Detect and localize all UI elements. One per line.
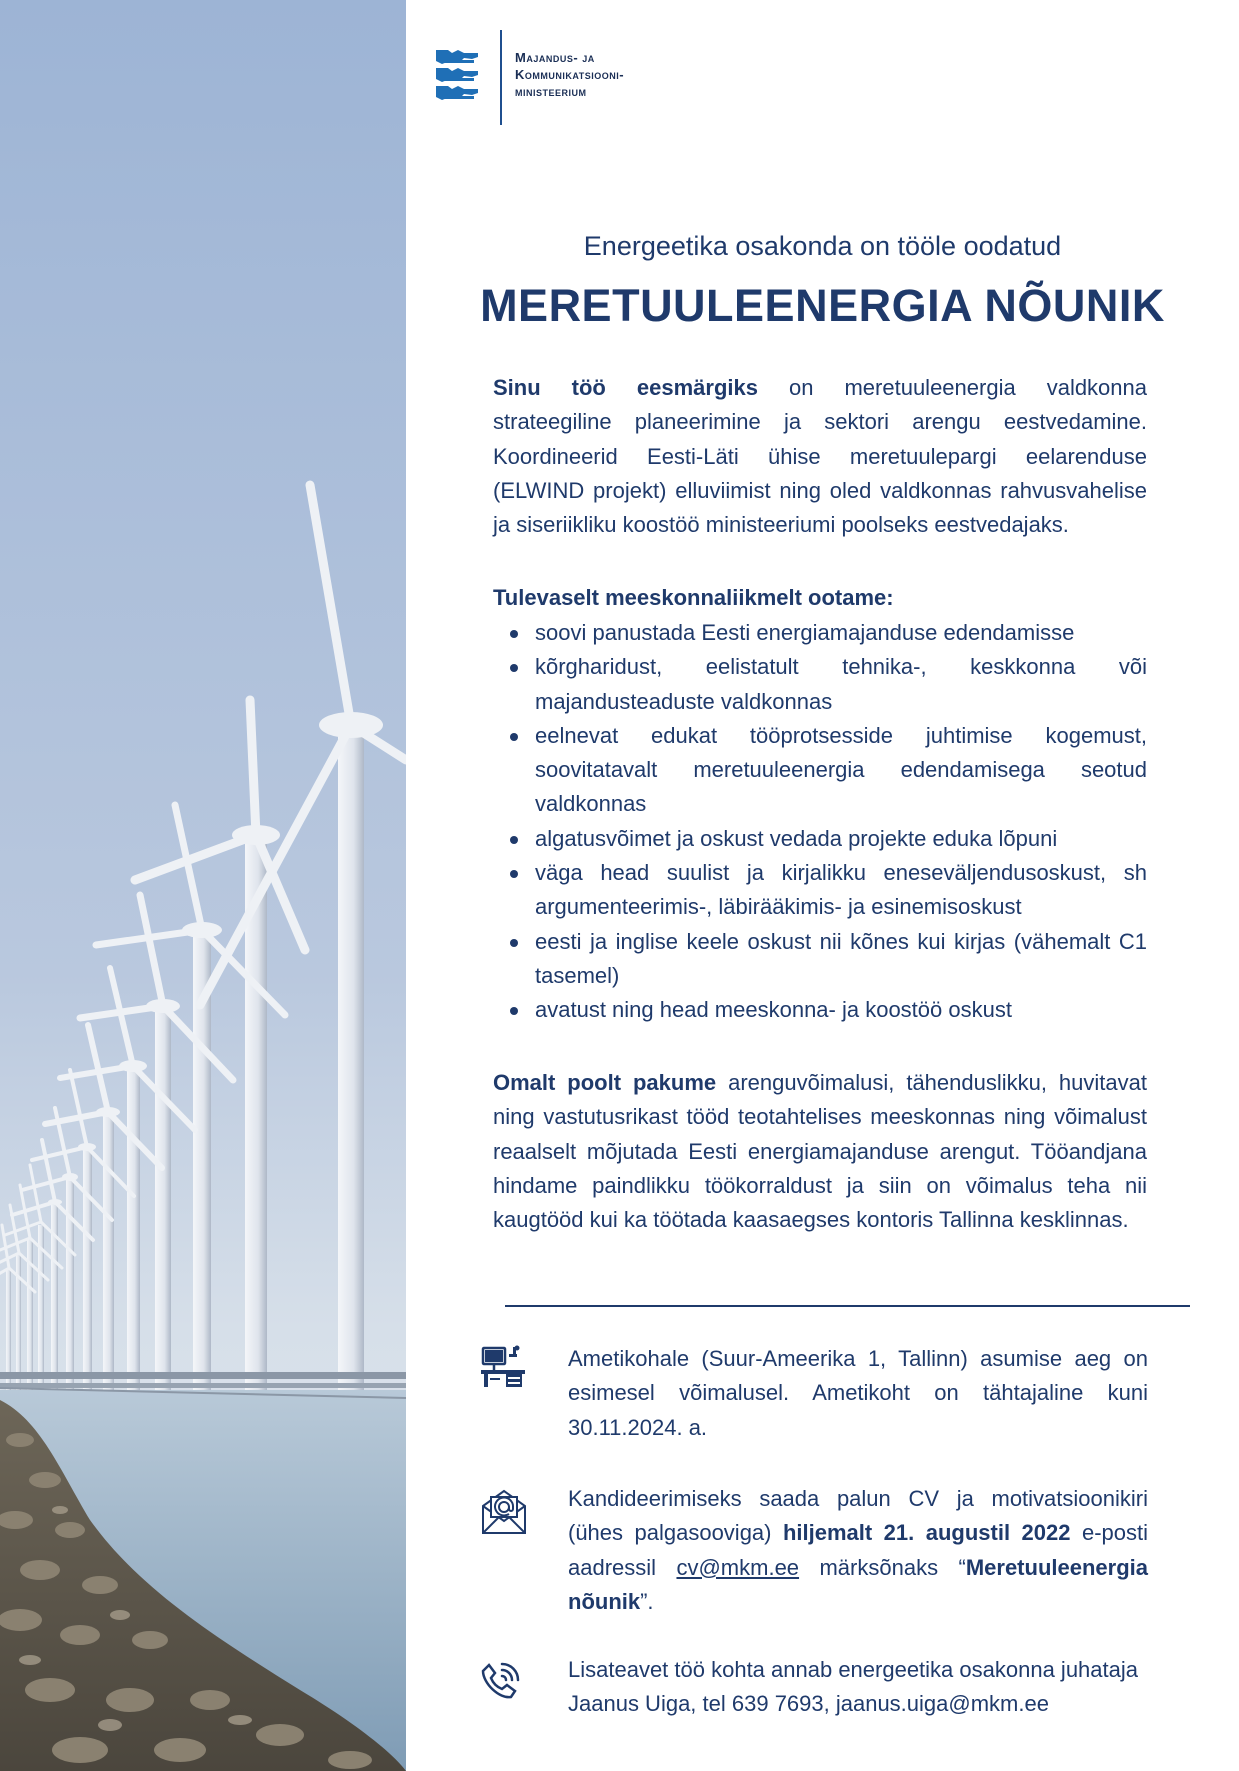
phone-icon (480, 1660, 522, 1702)
ministry-name (515, 49, 715, 100)
intro-text: on meretuuleenergia valdkonna strateegiline planeerimine ja sektori arengu eestvedamine. Koordineerid Eesti-Läti ühise meretuulepargi eelarenduse (ELWIND projekt) elluviimist ning oled valdkonnas rahvusvahelise ja siseriikliku koostöö ministeeriumi poolseks eestvedajaks. (493, 375, 1148, 538)
apply-text-1: Kandideerimiseks saada palun CV ja motivatsioonikiri (ühes palgasooviga) (568, 1486, 1148, 1546)
email-envelope-icon (480, 1488, 528, 1536)
list-item: väga head suulist ja kirjalikku eneseväljendusoskust, sh argumenteerimis-, läbirääkimis- ja esinemisoskust (493, 856, 1147, 925)
section-divider (505, 1305, 1190, 1307)
apply-info (568, 1482, 1148, 1619)
offer-text: arenguvõimalusi, tähenduslikku, huvitavat ning vastutusrikast tööd teotahtelises meeskonnas ning võimalust reaalselt mõjutada Eesti energiamajanduse arengut. Tööandjana hindame paindlikku töökorraldust ja siin on võimalus teha nii kaugtööd kui ka töötada kaasaegses kontoris Tallinna kesklinnas. (493, 1070, 1147, 1233)
list-item: avatust ning head meeskonna- ja koostöö oskust (493, 993, 1147, 1027)
intro-paragraph (493, 371, 1147, 542)
requirements-list (493, 616, 1147, 1028)
workstation-icon (480, 1344, 526, 1388)
ministry-name-line3: ministeerium (515, 84, 587, 99)
page-title: MERETUULEENERGIA NÕUNIK (480, 280, 1165, 331)
page-subtitle: Energeetika osakonda on tööle oodatud (583, 231, 1062, 261)
list-item: algatusvõimet ja oskust vedada projekte eduka lõpuni (493, 822, 1147, 856)
offer-lead: Omalt poolt pakume (493, 1070, 717, 1095)
ministry-name-line1: Majandus- ja (515, 50, 595, 65)
apply-text-2: e-posti aadressil (568, 1520, 1148, 1580)
apply-keyword: Meretuuleenergia nõunik (568, 1554, 1148, 1614)
apply-text-3: märksõnaks “ (799, 1554, 966, 1580)
list-item: eelnevat edukat tööprotsesside juhtimise kogemust, soovitatavalt meretuuleenergia edendamisega seotud valdkonnas (493, 719, 1147, 822)
intro-lead: Sinu töö eesmärgiks (493, 375, 758, 400)
coat-of-arms-icon (432, 46, 484, 108)
offer-paragraph (493, 1066, 1147, 1237)
start-info: Ametikohale (Suur-Ameerika 1, Tallinn) asumise aeg on esimesel võimalusel. Ametikoht on tähtajaline kuni 30.11.2024. a. (568, 1346, 1148, 1440)
apply-deadline: hiljemalt 21. augustil 2022 (782, 1520, 1071, 1546)
list-item: soovi panustada Eesti energiamajanduse edendamisse (493, 616, 1147, 650)
contact-info: Lisateavet töö kohta annab energeetika osakonna juhataja Jaanus Uiga, tel 639 7693, jaanus.uiga@mkm.ee (568, 1657, 1138, 1717)
apply-email-link[interactable]: cv@mkm.ee (676, 1554, 800, 1580)
wind-turbines-photo (0, 0, 406, 1771)
ministry-name-line2: Kommunikatsiooni- (515, 67, 625, 82)
logo-divider (500, 30, 502, 125)
list-item: kõrgharidust, eelistatult tehnika-, keskkonna või majandusteaduste valdkonnas (493, 650, 1147, 719)
list-item: eesti ja inglise keele oskust nii kõnes kui kirjas (vähemalt C1 tasemel) (493, 925, 1147, 994)
apply-text-4: ”. (640, 1588, 654, 1614)
requirements-heading: Tulevaselt meeskonnaliikmelt ootame: (493, 585, 894, 610)
